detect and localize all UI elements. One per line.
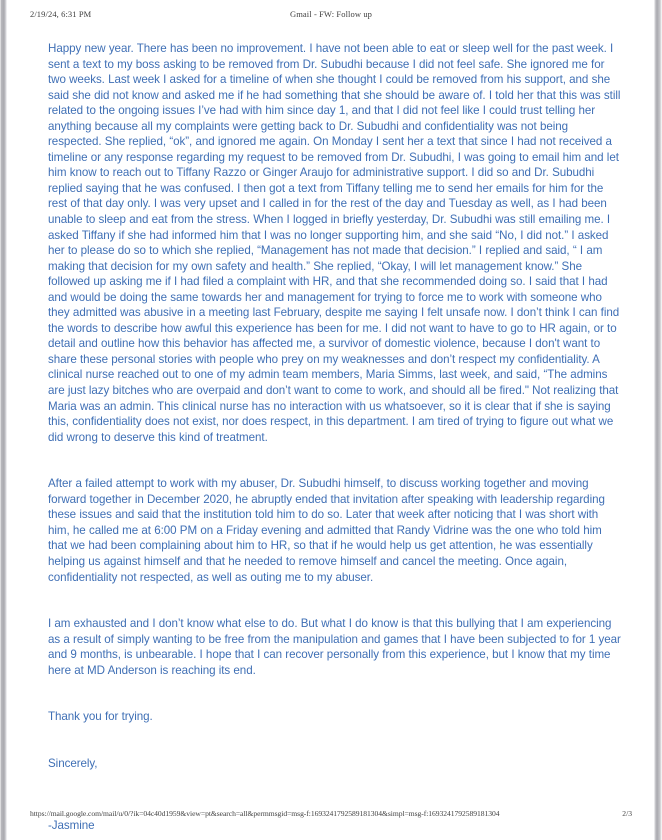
header-title: Gmail - FW: Follow up [289,9,373,19]
footer-page-number: 2/3 [622,809,632,818]
signature: -Jasmine [48,818,95,832]
letter-body [48,41,622,833]
closing-sincerely: Sincerely, [48,756,98,770]
paragraph-spacer [48,678,622,709]
footer-url: https://mail.google.com/mail/u/0/?ik=04c40d1959&view=pt&search=all&permmsgid=msg-f:1693241792589181304&simpl=msg-f:1693241792589181304 [30,809,500,818]
page-edge-left [0,0,7,840]
print-header [8,9,654,23]
paragraph-spacer [48,771,622,802]
paragraph-2: After a failed attempt to work with my abuser, Dr. Subudhi himself, to discuss working together and moving forward together in December 2020, he abruptly ended that invitation after speaking with leadership regarding these issues and said that the institution told him to do so. Later that week after noticing that I was short with him, he called me at 6:00 PM on a Friday evening and admitted that Randy Vidrine was the one who told him that we had been complaining about him to HR, so that if he would help us get attention, he was essentially helping us against himself and that he needed to remove himself and cancel the meeting. Once again, confidentiality not respected, as well as outing me to my abuser. [48,477,605,584]
paragraph-spacer [48,725,622,756]
page-edge-right [654,0,662,840]
paragraph-3: I am exhausted and I don’t know what else to do. But what I do know is that this bullying that I am experiencing as a result of simply wanting to be free from the manipulation and games that I have been subjected to for 1 year and 9 months, is unbearable. I hope that I can recover personally from this experience, but I know that my time here at MD Anderson is reaching its end. [48,617,621,677]
paragraph-spacer [48,585,622,616]
paragraph-spacer [48,445,622,476]
print-footer [8,809,654,823]
paragraph-1: Happy new year. There has been no improvement. I have not been able to eat or sleep well for the past week. I sent a text to my boss asking to be removed from Dr. Subudhi because I did not feel safe. She ignored me for two weeks. Last week I asked for a timeline of when she thought I could be removed from his support, and she said she did not know and asked me if he had something that she should be aware of. I told her that this was still related to the ongoing issues I’ve had with him since day 1, and that I did not feel like I could trust telling her anything because all my complaints were getting back to Dr. Subudhi and confidentiality was not being respected. She replied, “ok”, and ignored me again. On Monday I sent her a text that since I had not received a timeline or any response regarding my request to be removed from Dr. Subudhi, I was going to email him and let him know to reach out to Tiffany Razzo or Ginger Araujo for administrative support. I did so and Dr. Subudhi replied saying that he was confused. I then got a text from Tiffany telling me to send her emails for him for the rest of that day only. I was very upset and I called in for the rest of the day and Tuesday as well, as I had been unable to sleep and eat from the stress. When I logged in briefly yesterday, Dr. Subudhi was still emailing me. I asked Tiffany if she had informed him that I was no longer supporting him, and she said “No, I did not.” I asked her to please do so to which she replied, “Management has not made that decision.” I replied and said, “ I am making that decision for my own safety and health.” She replied, “Okay, I will let management know.” She followed up asking me if I had filed a complaint with HR, and that she recommended doing so. I said that I had and would be doing the same towards her and management for trying to force me to work with someone who they admitted was abusive in a meeting last February, despite me saying I felt unsafe now. I don’t think I can find the words to describe how awful this experience has been for me. I did not want to have to go to HR again, or to detail and outline how this behavior has affected me, a survivor of domestic violence, because I don't want to share these personal stories with people who prey on my weaknesses and don’t respect my confidentiality. A clinical nurse reached out to one of my admin team members, Maria Simms, last week, and said, “The admins are just lazy bitches who are overpaid and don’t want to come to work, and should all be fired." Not realizing that Maria was an admin. This clinical nurse has no interaction with us whatsoever, so it is clear that if she is saying this, confidentiality does not exist, nor does respect, in this department. I am tired of trying to figure out what we did wrong to deserve this kind of treatment. [48,42,621,444]
closing-thanks: Thank you for trying. [48,710,153,724]
printed-page [8,0,654,840]
header-date: 2/19/24, 6:31 PM [30,9,92,19]
